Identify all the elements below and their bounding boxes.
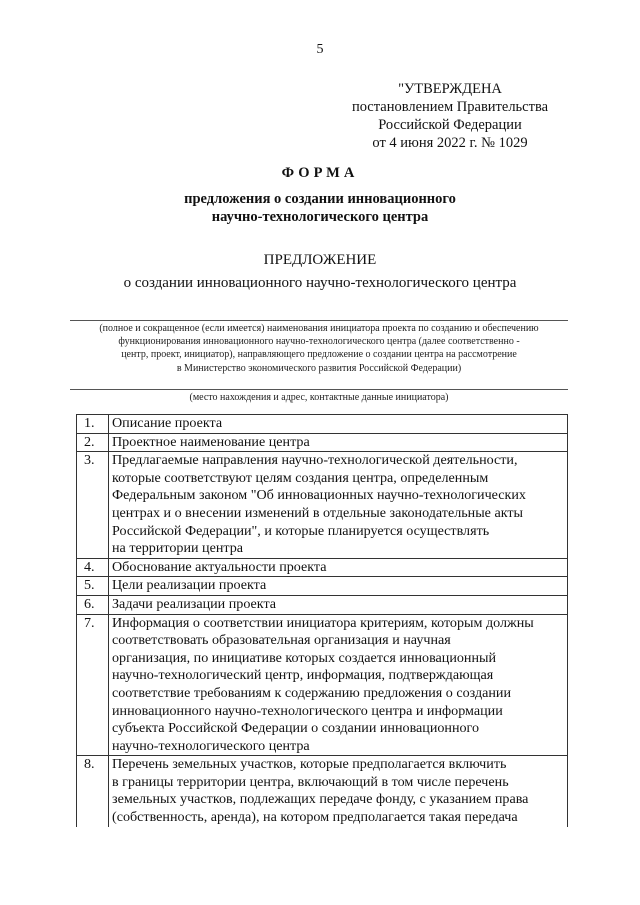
- approval-stamp: [320, 80, 580, 152]
- item-text-line: соответствие требованиям к содержанию предложения о создании: [112, 684, 512, 701]
- initiator-rule: [70, 320, 568, 321]
- item-text-line: Информация о соответствии инициатора критериям, которым должны: [112, 614, 534, 631]
- item-text-line: Перечень земельных участков, которые предполагается включить: [112, 756, 507, 773]
- proposal-heading: ПРЕДЛОЖЕНИЕ: [263, 252, 377, 268]
- item-text: [109, 452, 568, 559]
- initiator-note-line: центр, проект, инициатор), направляющего предложение о создании центра на рассмотрение: [121, 349, 517, 361]
- item-text: [109, 558, 568, 577]
- item-text-line: инновационного научно-технологического центра и информации: [112, 702, 503, 719]
- item-number: 5.: [77, 577, 109, 596]
- table-row: [77, 415, 568, 434]
- item-text: [109, 614, 568, 756]
- form-subtitle-line: научно-технологического центра: [211, 209, 429, 225]
- item-text-line: субъекта Российской Федерации о создании инновационного: [112, 720, 480, 737]
- item-number: 8.: [77, 756, 109, 827]
- initiator-note-line: функционирования инновационного научно-технологического центра (далее соответственно -: [118, 336, 520, 348]
- approval-line: "УТВЕРЖДЕНА: [398, 81, 502, 97]
- item-number: 1.: [77, 415, 109, 434]
- item-text-line: (собственность, аренда), на котором предполагается такая передача: [112, 809, 518, 826]
- item-text-line: Федеральным законом "Об инновационных научно-технологических: [112, 487, 526, 504]
- item-text-line: Обоснование актуальности проекта: [112, 558, 327, 575]
- form-subtitle-line: предложения о создании инновационного: [184, 191, 456, 207]
- item-text-line: на территории центра: [112, 540, 244, 557]
- table-row: [77, 595, 568, 614]
- page-number: 5: [316, 42, 324, 57]
- address-rule: [70, 389, 568, 390]
- item-text-line: научно-технологического центра: [112, 737, 310, 754]
- form-subtitle: [0, 190, 640, 226]
- item-number: 2.: [77, 433, 109, 452]
- item-number: 3.: [77, 452, 109, 559]
- initiator-note: [70, 322, 568, 375]
- item-text-line: Проектное наименование центра: [112, 433, 310, 450]
- item-text: [109, 595, 568, 614]
- table-row: [77, 756, 568, 827]
- item-text: [109, 756, 568, 827]
- proposal-subheading: о создании инновационного научно-технологического центра: [123, 275, 517, 291]
- item-text: [109, 433, 568, 452]
- item-text-line: соответствовать образовательная организация и научная: [112, 632, 451, 649]
- item-text-line: Описание проекта: [112, 415, 223, 431]
- item-number: 4.: [77, 558, 109, 577]
- item-text: [109, 415, 568, 434]
- item-text: [109, 577, 568, 596]
- item-text-line: в границы территории центра, включающий в том числе перечень: [112, 773, 509, 790]
- item-text-line: Предлагаемые направления научно-технологической деятельности,: [112, 452, 518, 469]
- proposal-items-table: [76, 414, 568, 827]
- item-text-line: научно-технологический центр, информация, подтверждающая: [112, 667, 494, 684]
- initiator-note-line: в Министерство экономического развития Российской Федерации): [176, 362, 462, 374]
- item-text-line: организация, по инициативе которых создается инновационный: [112, 649, 497, 666]
- item-text-line: земельных участков, подлежащих передаче фонду, с указанием права: [112, 791, 529, 808]
- approval-line: постановлением Правительства: [351, 99, 549, 115]
- table-row: [77, 452, 568, 559]
- approval-line: Российской Федерации: [378, 117, 522, 133]
- item-text-line: Российской Федерации", и которые планируется осуществлять: [112, 522, 490, 539]
- table-row: [77, 577, 568, 596]
- item-text-line: Цели реализации проекта: [112, 577, 267, 594]
- table-row: [77, 558, 568, 577]
- item-text-line: Задачи реализации проекта: [112, 595, 277, 612]
- item-number: 6.: [77, 595, 109, 614]
- proposal-items-body: [77, 415, 568, 827]
- item-text-line: центрах и о внесении изменений в отдельные законодательные акты: [112, 504, 523, 521]
- initiator-note-line: (полное и сокращенное (если имеется) наименования инициатора проекта по созданию и обеспечению: [99, 323, 539, 334]
- form-title: ФОРМА: [281, 165, 359, 181]
- address-note: (место нахождения и адрес, контактные данные инициатора): [189, 392, 449, 403]
- approval-line: от 4 июня 2022 г. № 1029: [372, 135, 528, 151]
- item-number: 7.: [77, 614, 109, 756]
- item-text-line: которые соответствуют целям создания центра, определенным: [112, 469, 489, 486]
- table-row: [77, 614, 568, 756]
- table-row: [77, 433, 568, 452]
